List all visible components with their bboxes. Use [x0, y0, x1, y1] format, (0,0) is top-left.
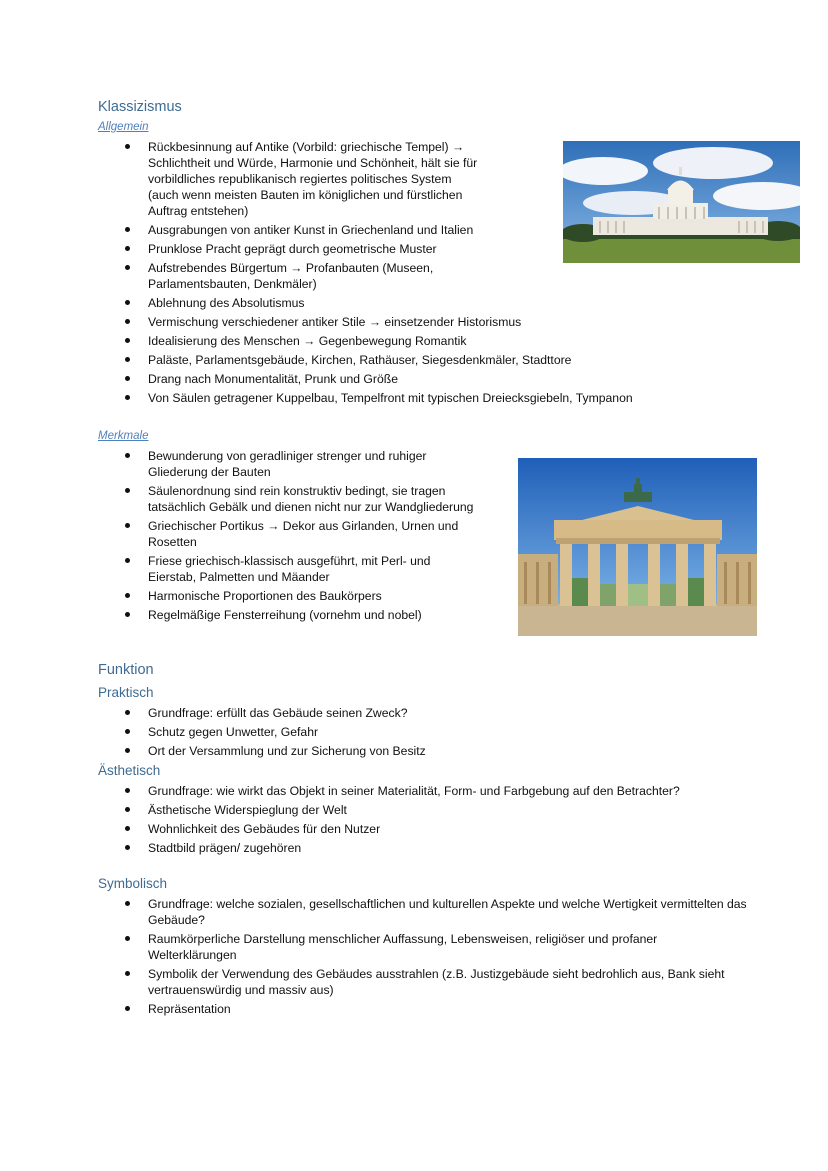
list-item: Von Säulen getragener Kuppelbau, Tempelfront mit typischen Dreiecksgiebeln, Tympanon [98, 390, 698, 406]
list-item: Ort der Versammlung und zur Sicherung von Besitz [98, 743, 738, 759]
list-item: Grundfrage: welche sozialen, gesellschaftlichen und kulturellen Aspekte und welche Wertigkeit vermittelten das Gebäude? [98, 896, 748, 928]
heading-merkmale: Merkmale [98, 430, 149, 442]
list-item: Säulenordnung sind rein konstruktiv bedingt, sie tragen tatsächlich Gebälk und dienen nicht nur zur Wandgliederung [98, 483, 488, 515]
list-item: Vermischung verschiedener antiker Stile → einsetzender Historismus [98, 314, 698, 330]
list-praktisch [98, 705, 738, 762]
list-item: Friese griechisch-klassisch ausgeführt, mit Perl- und Eierstab, Palmetten und Mäander [98, 553, 468, 585]
list-item: Idealisierung des Menschen → Gegenbewegung Romantik [98, 333, 698, 349]
list-item: Harmonische Proportionen des Baukörpers [98, 588, 498, 604]
list-aesthetisch [98, 783, 738, 859]
heading-aesthetisch: Ästhetisch [98, 763, 161, 778]
heading-funktion: Funktion [98, 662, 154, 678]
heading-praktisch: Praktisch [98, 685, 154, 700]
list-item: Bewunderung von geradliniger strenger und ruhiger Gliederung der Bauten [98, 448, 468, 480]
capitol-photo [563, 141, 800, 263]
list-merkmale [98, 448, 498, 626]
heading-symbolisch: Symbolisch [98, 876, 168, 891]
brandenburg-gate-photo [518, 458, 757, 636]
list-item: Aufstrebendes Bürgertum → Profanbauten (Museen, Parlamentsbauten, Denkmäler) [98, 260, 478, 292]
list-item: Paläste, Parlamentsgebäude, Kirchen, Rathäuser, Siegesdenkmäler, Stadttore [98, 352, 698, 368]
list-item: Schutz gegen Unwetter, Gefahr [98, 724, 738, 740]
list-item: Ablehnung des Absolutismus [98, 295, 698, 311]
list-item: Grundfrage: wie wirkt das Objekt in seiner Materialität, Form- und Farbgebung auf den Betrachter? [98, 783, 708, 799]
list-item: Grundfrage: erfüllt das Gebäude seinen Zweck? [98, 705, 738, 721]
list-item: Drang nach Monumentalität, Prunk und Größe [98, 371, 698, 387]
list-item: Wohnlichkeit des Gebäudes für den Nutzer [98, 821, 738, 837]
list-item: Griechischer Portikus → Dekor aus Girlanden, Urnen und Rosetten [98, 518, 498, 550]
list-item: Stadtbild prägen/ zugehören [98, 840, 738, 856]
list-item: Rückbesinnung auf Antike (Vorbild: griechische Tempel) → Schlichtheit und Würde, Harmonie und Schönheit, hält sie für vorbildliches republikanisch regiertes politisches System (auch wenn meisten Bauten im königlichen und fürstlichen Auftrag entstehen) [98, 139, 478, 219]
list-item: Raumkörperliche Darstellung menschlicher Auffassung, Lebensweisen, religiöser und profaner Welterklärungen [98, 931, 748, 963]
list-symbolisch [98, 896, 747, 1020]
list-item: Ästhetische Widerspieglung der Welt [98, 802, 738, 818]
list-item: Symbolik der Verwendung des Gebäudes ausstrahlen (z.B. Justizgebäude sieht bedrohlich aus, Bank sieht vertrauenswürdig und massiv aus) [98, 966, 748, 998]
page-title: Klassizismus [98, 99, 182, 115]
heading-allgemein: Allgemein [98, 121, 149, 133]
list-item: Repräsentation [98, 1001, 738, 1017]
list-item: Regelmäßige Fensterreihung (vornehm und nobel) [98, 607, 498, 623]
list-item: Ausgrabungen von antiker Kunst in Griechenland und Italien [98, 222, 698, 238]
list-item: Prunklose Pracht geprägt durch geometrische Muster [98, 241, 698, 257]
